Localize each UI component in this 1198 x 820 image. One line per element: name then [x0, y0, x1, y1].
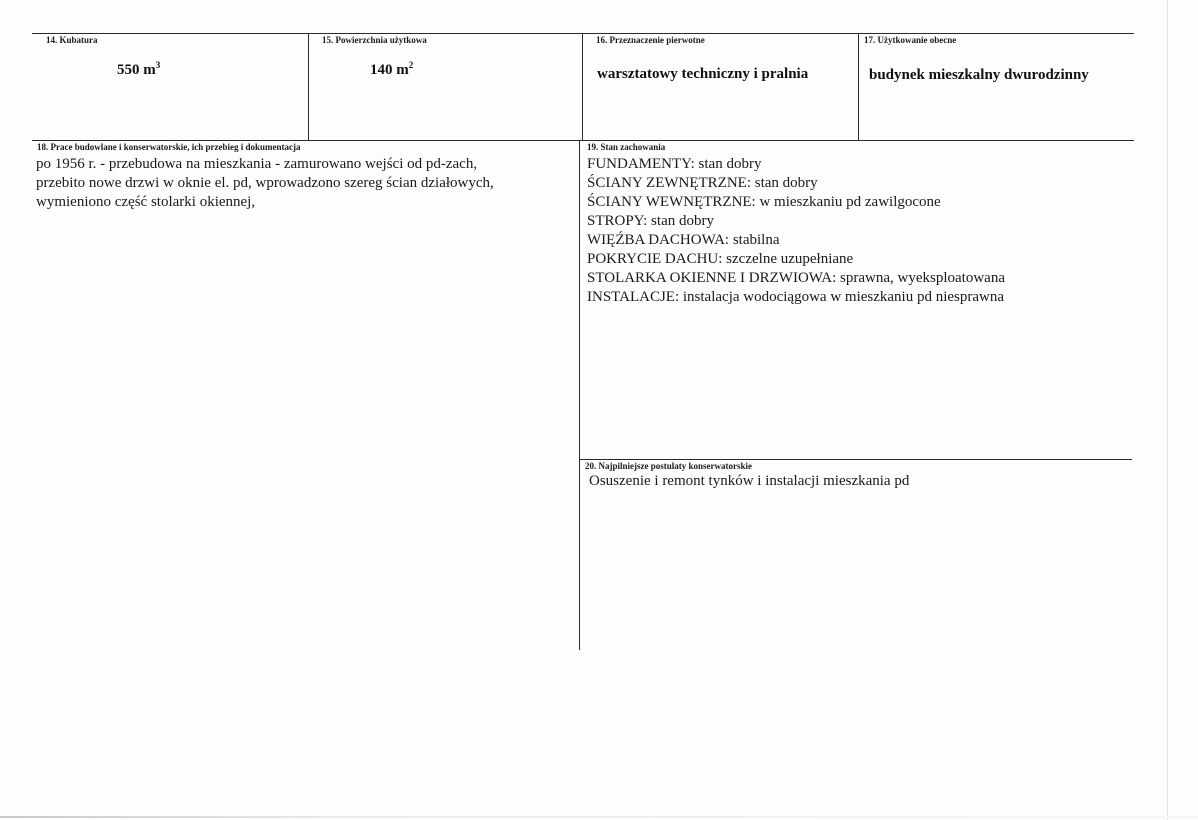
prace-line: wymieniono część stolarki okiennej, — [36, 194, 256, 210]
prace-line: przebito nowe drzwi w oknie el. pd, wprowadzono szereg ścian działowych, — [36, 175, 494, 191]
stan-line: WIĘŹBA DACHOWA: stabilna — [587, 232, 780, 248]
stan-line: ŚCIANY WEWNĘTRZNE: w mieszkaniu pd zawilgocone — [587, 194, 941, 210]
postulaty-text — [589, 472, 909, 491]
grid-section-divider — [580, 459, 1132, 460]
przeznaczenie-label: 16. Przeznaczenie pierwotne — [596, 35, 705, 45]
kubatura-value — [117, 62, 160, 79]
powierzchnia-value — [370, 62, 413, 79]
grid-col-divider-lower — [579, 140, 580, 650]
prace-line: po 1956 r. - przebudowa na mieszkania - zamurowano wejści od pd-zach, — [36, 156, 478, 172]
przeznaczenie-value: warsztatowy techniczny i pralnia — [597, 66, 809, 82]
prace-label: 18. Prace budowlane i konserwatorskie, ich przebieg i dokumentacja — [37, 142, 301, 152]
kubatura-number: 550 m — [117, 62, 156, 78]
grid-col-divider-2 — [582, 33, 583, 140]
page-edge-right — [1167, 0, 1168, 820]
postulaty-label: 20. Najpilniejsze postulaty konserwatorskie — [585, 461, 752, 471]
kubatura-label: 14. Kubatura — [46, 35, 98, 45]
grid-row-divider — [32, 140, 1134, 141]
kubatura-exponent: 3 — [155, 60, 161, 70]
powierzchnia-exponent: 2 — [408, 60, 414, 70]
stan-line: FUNDAMENTY: stan dobry — [587, 156, 762, 172]
stan-text — [587, 155, 1005, 307]
uzytkowanie-label: 17. Użytkowanie obecne — [864, 35, 957, 45]
powierzchnia-number: 140 m — [370, 62, 409, 78]
page-edge-bottom — [0, 816, 1198, 818]
stan-line: POKRYCIE DACHU: szczelne uzupełniane — [587, 251, 854, 267]
stan-line: STROPY: stan dobry — [587, 213, 714, 229]
powierzchnia-label: 15. Powierzchnia użytkowa — [322, 35, 427, 45]
postulaty-line: Osuszenie i remont tynków i instalacji mieszkania pd — [589, 473, 910, 489]
grid-col-divider-1 — [308, 33, 309, 140]
prace-text — [36, 155, 494, 212]
stan-label: 19. Stan zachowania — [587, 142, 666, 152]
stan-line: ŚCIANY ZEWNĘTRZNE: stan dobry — [587, 175, 818, 191]
uzytkowanie-value: budynek mieszkalny dwurodzinny — [869, 67, 1089, 83]
stan-line: INSTALACJE: instalacja wodociągowa w mieszkaniu pd niesprawna — [587, 289, 1005, 305]
grid-top-line — [32, 33, 1134, 34]
grid-col-divider-3 — [858, 33, 859, 140]
stan-line: STOLARKA OKIENNE I DRZWIOWA: sprawna, wyeksploatowana — [587, 270, 1005, 286]
